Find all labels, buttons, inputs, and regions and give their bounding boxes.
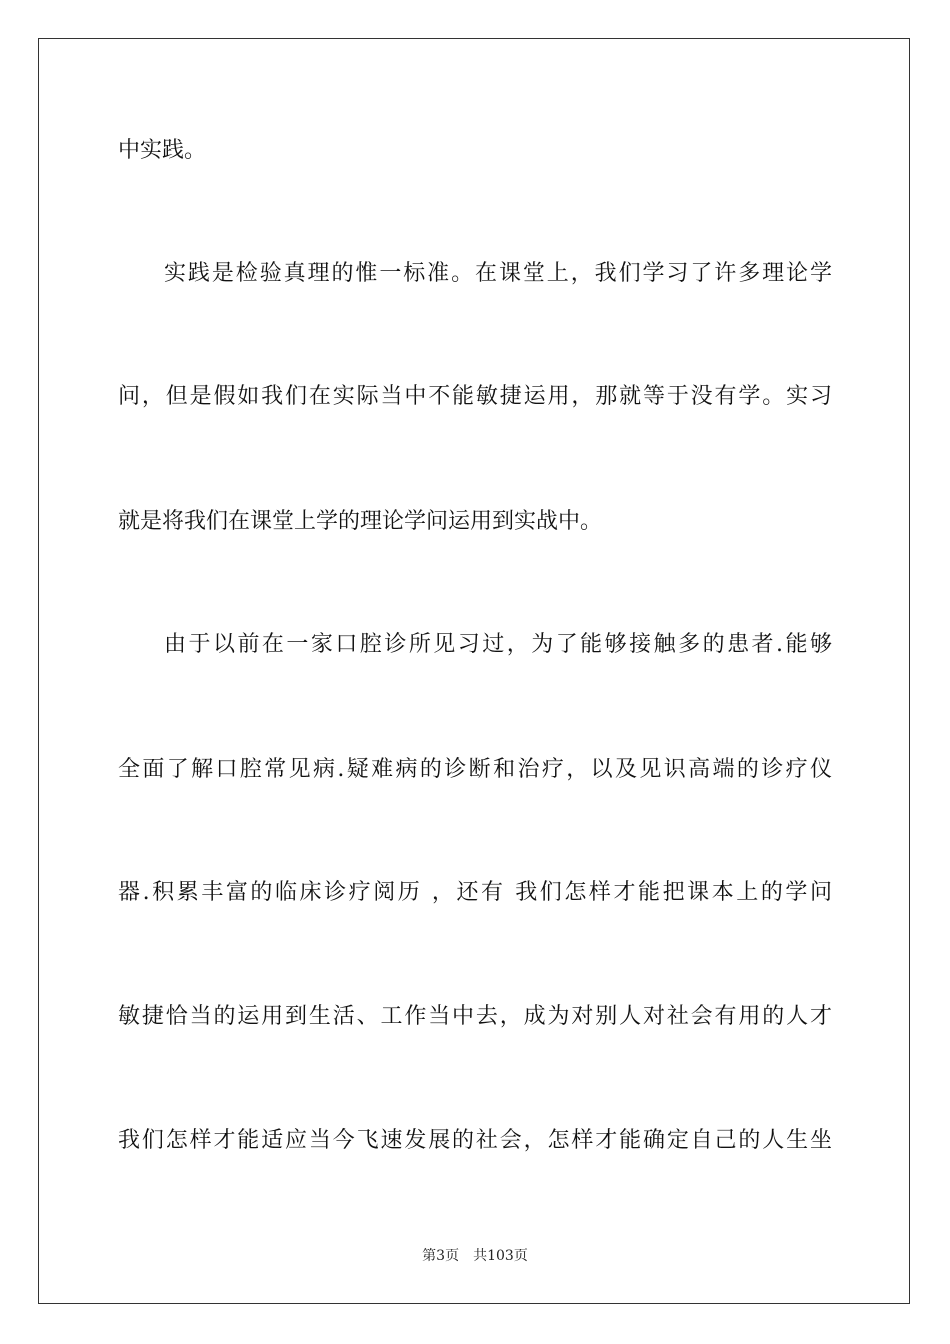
paragraph-line: 就是将我们在课堂上学的理论学问运用到实战中。	[118, 509, 603, 534]
paragraph-line: 中实践。	[118, 138, 207, 163]
paragraph-line: 问，但是假如我们在实际当中不能敏捷运用，那就等于没有学。实习	[118, 384, 832, 409]
paragraph-line: 全面了解口腔常见病.疑难病的诊断和治疗，以及见识高端的诊疗仪	[118, 757, 832, 782]
page-border	[38, 38, 910, 1304]
page-number: 第3页	[422, 1248, 460, 1264]
page-footer	[0, 1246, 950, 1266]
paragraph-line: 敏捷恰当的运用到生活、工作当中去，成为对别人对社会有用的人才	[118, 1004, 832, 1029]
paragraph-line: 由于以前在一家口腔诊所见习过，为了能够接触多的患者.能够	[164, 632, 832, 657]
total-pages: 共103页	[473, 1248, 528, 1264]
paragraph-line: 器.积累丰富的临床诊疗阅历 ，还有 我们怎样才能把课本上的学问	[118, 880, 832, 905]
paragraph-line: 实践是检验真理的惟一标准。在课堂上，我们学习了许多理论学	[164, 261, 832, 286]
paragraph-line: 我们怎样才能适应当今飞速发展的社会，怎样才能确定自己的人生坐	[118, 1128, 832, 1153]
